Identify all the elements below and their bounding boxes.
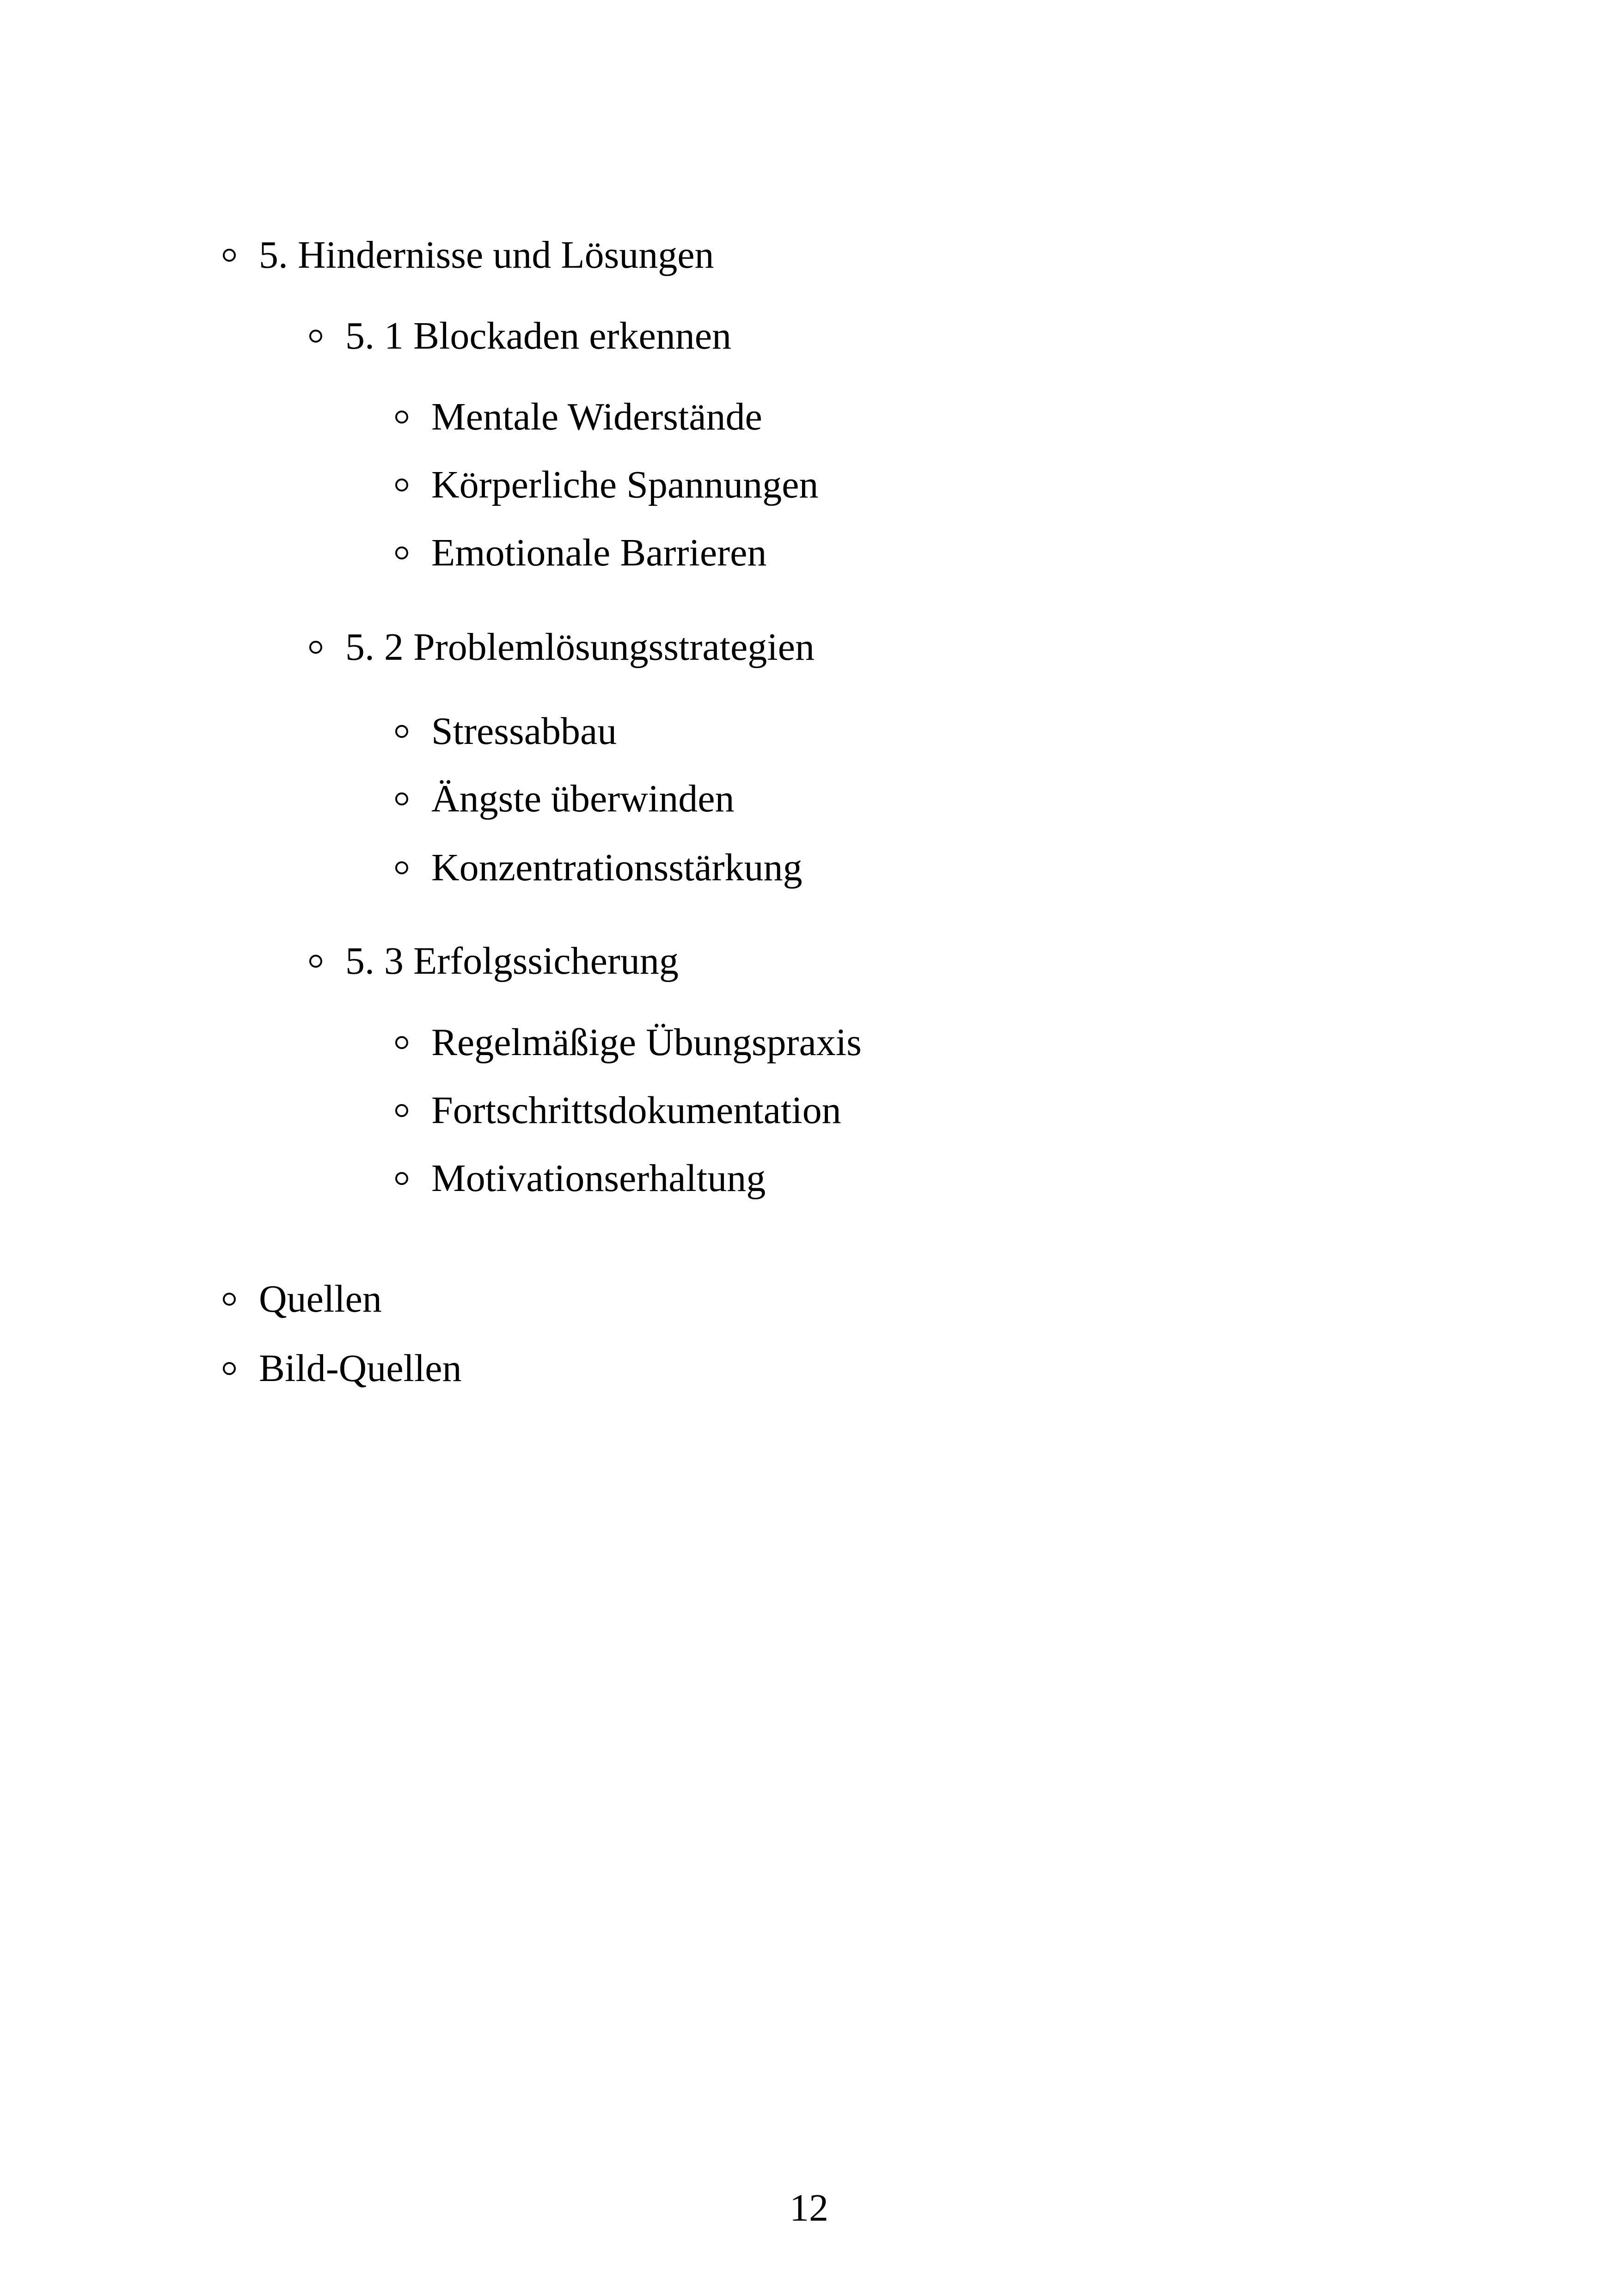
hollow-circle-bullet-icon (393, 1015, 435, 1070)
outline-item-label: 5. 2 Problemlösungsstrategien (345, 626, 815, 669)
outline-item-label: Konzentrationsstärkung (431, 846, 803, 889)
hollow-circle-bullet-icon (393, 1151, 435, 1206)
outline-item-label: Quellen (259, 1277, 382, 1320)
outline-item-label: Motivationserhaltung (431, 1157, 766, 1200)
outline-item-label: Stressabbau (431, 710, 617, 753)
hollow-circle-bullet-icon (307, 933, 349, 989)
hollow-circle-bullet-icon (393, 389, 435, 445)
outline-item-label: Regelmäßige Übungspraxis (431, 1021, 862, 1064)
hollow-circle-bullet-icon (393, 771, 435, 827)
page-number: 12 (790, 2186, 828, 2229)
outline-item-label: Körperliche Spannungen (431, 463, 819, 506)
outline-item-label: 5. 3 Erfolgssicherung (345, 939, 679, 982)
hollow-circle-bullet-icon (393, 1083, 435, 1138)
outline-item-label: 5. 1 Blockaden erkennen (345, 314, 732, 357)
outline-item-label: Ängste überwinden (431, 777, 735, 820)
outline-item-label: Bild-Quellen (259, 1347, 462, 1390)
hollow-circle-bullet-icon (221, 1341, 263, 1396)
hollow-circle-bullet-icon (393, 704, 435, 759)
outline-item-label: Mentale Widerstände (431, 395, 762, 438)
outline-item-label: Fortschrittsdokumentation (431, 1089, 841, 1132)
hollow-circle-bullet-icon (307, 308, 349, 364)
hollow-circle-bullet-icon (221, 227, 263, 283)
hollow-circle-bullet-icon (221, 1271, 263, 1327)
outline-item-label: Emotionale Barrieren (431, 531, 767, 574)
hollow-circle-bullet-icon (307, 620, 349, 675)
hollow-circle-bullet-icon (393, 840, 435, 896)
hollow-circle-bullet-icon (393, 457, 435, 513)
outline-item-label: 5. Hindernisse und Lösungen (259, 233, 714, 276)
hollow-circle-bullet-icon (393, 525, 435, 581)
